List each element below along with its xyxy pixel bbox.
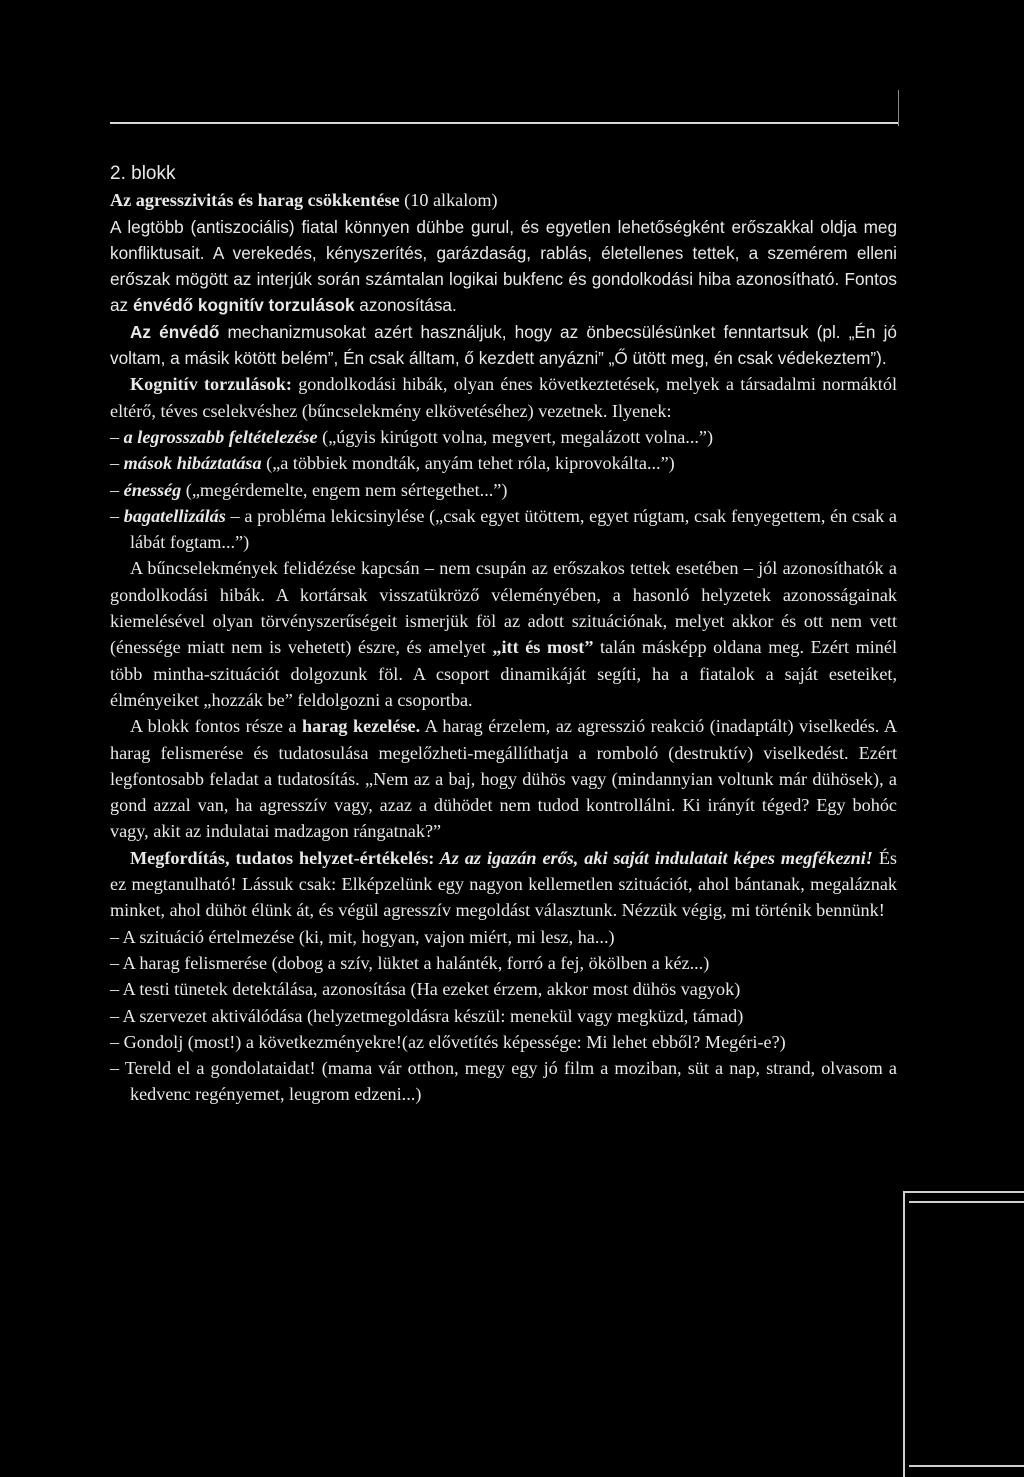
step-item: – A testi tünetek detektálása, azonosítása (Ha ezeket érzem, akkor most dühös vagyok) (110, 979, 741, 1000)
distortion-item: – mások hibáztatása („a többiek mondták, anyám tehet róla, kiprovokálta...”) (110, 453, 675, 474)
distortion-text: – a probléma lekicsinylése („csak egyet ütöttem, egyet rúgtam, csak fenyegettem, én csak a lábát fogtam...”) (130, 505, 898, 553)
distortion-text: („úgyis kirúgott volna, megvert, megalázott volna...”) (317, 426, 714, 447)
p4-text-b: talán másképp oldana meg. Ezért minél több mintha-szituációt dolgozunk föl. A csoport dinamikáját segíti, ha a fiatalok a saját eseteiket, élményeiket „hozzák be” feldolgozni a csoportba. (110, 637, 898, 710)
page-edge-box-inner (909, 1201, 1024, 1467)
p5-text-a: A blokk fontos része a (130, 716, 303, 737)
step-item: – Tereld el a gondolataidat! (mama vár otthon, megy egy jó film a moziban, süt a nap, strand, olvasom a kedvenc regényemet, leugrom edzeni...) (110, 1058, 897, 1105)
distortion-term: mások hibáztatása (123, 453, 262, 474)
header-rule-stub (898, 90, 899, 126)
p3-text: gondolkodási hibák, olyan énes következtetések, melyek a társadalmi normáktól eltérő, téves cselekvéshez (bűncselekmény elkövetéséhez) vezetnek. Ilyenek: (110, 374, 897, 421)
p2-text: mechanizmusokat azért használjuk, hogy az önbecsülésünket fenntartsuk (pl. „Én jó voltam, a másik kötött belém”, Én csak álltam, ő kezdett anyázni” „Ő ütött meg, én csak védekeztem”). (110, 321, 897, 369)
paragraph-5 (110, 713, 897, 844)
paragraph-4 (110, 555, 897, 713)
distortion-term: énesség (123, 479, 182, 500)
paragraph-2 (110, 319, 897, 372)
step-item: – Gondolj (most!) a következményekre!(az elővetítés képessége: Mi lehet ebből? Megéri-e?) (110, 1031, 786, 1052)
header-rule (110, 122, 898, 124)
p4-text-a: A bűncselekmények felidézése kapcsán – nem csupán az erőszakos tettek esetében – jól azonosíthatók a gondolkodási hibák. A kortársak visszatükröző véleményében, a hasonló helyzetek azonosságainak kiemelésével olyan törvényszerűségeit ismerjük föl az adott szituációnak, melyet akkor és ott nem vett (énessége miatt nem is vehetett) észre, és amelyet (110, 558, 897, 658)
p5-bold: harag kezelése. (302, 716, 421, 737)
paragraph-1 (110, 214, 897, 319)
section-title-bold: Az agresszivitás és harag csökkentése (110, 190, 400, 211)
p1-end: azonosítása. (354, 295, 457, 316)
p6-bold-italic: Az az igazán erős, aki saját indulatait képes megfékezni! (434, 847, 873, 868)
page-edge-box (903, 1191, 1024, 1477)
distortion-text: („a többiek mondták, anyám tehet róla, kiprovokálta...”) (261, 453, 675, 474)
p6-text: És ez megtanulható! Lássuk csak: Elképzelünk egy nagyon kellemetlen szituációt, ahol bántanak, megaláznak minket, ahol dühöt élünk át, és végül agresszív megoldást választunk. Nézzük végig, mi történik bennünk! (110, 847, 898, 921)
paragraph-3 (110, 371, 897, 424)
distortion-item: – énesség („megérdemelte, engem nem sértegethet...”) (110, 479, 508, 500)
distortion-item: – bagatellizálás – a probléma lekicsinylése („csak egyet ütöttem, egyet rúgtam, csak fenyegettem, én csak a lábát fogtam...”) (110, 505, 898, 553)
p1-bold: énvédő kognitív torzulások (132, 295, 355, 316)
section-title-rest: (10 alkalom) (399, 190, 498, 211)
p6-bold: Megfordítás, tudatos helyzet-értékelés: (130, 847, 435, 868)
p3-bold: Kognitív torzulások: (130, 374, 292, 395)
distortion-term: bagatellizálás (123, 505, 226, 526)
step-item: – A szituáció értelmezése (ki, mit, hogyan, vajon miért, mi lesz, ha...) (110, 926, 615, 947)
section-title (110, 187, 897, 213)
paragraph-6 (110, 845, 897, 924)
step-item: – A szervezet aktiválódása (helyzetmegoldásra készül: menekül vagy megküzd, támad) (110, 1005, 744, 1026)
p5-text-b: A harag érzelem, az agresszió reakció (inadaptált) viselkedés. A harag felismerése és tudatosulása megelőzheti-megállíthatja a romboló (destruktív) viselkedést. Ezért legfontosabb feladat a tudatosítás. „Nem az a baj, hogy dühös vagy (mindannyian voltunk már dühösek), a gond azzal van, ha agresszív vagy, azaz a dühödet nem tudod kontrollálni. Ki irányít téged? Egy bohóc vagy, akit az indulatai madzagon rángatnak?” (110, 716, 898, 842)
block-heading: 2. blokk (110, 163, 176, 184)
distortion-text: („megérdemelte, engem nem sértegethet...”) (181, 479, 508, 500)
p4-bold: „itt és most” (492, 637, 594, 658)
p1-text: A legtöbb (antiszociális) fiatal könnyen dühbe gurul, és egyetlen lehetőségként erőszakkal oldja meg konfliktusait. A verekedés, kényszerítés, garázdaság, rablás, életellenes tettek, a szemérem elleni erőszak mögött az interjúk során számtalan logikai bukfenc és gondolkodási hiba azonosítható. Fontos az (110, 216, 897, 316)
p2-bold: Az énvédő (130, 321, 220, 342)
page-text (110, 161, 897, 1108)
distortion-item: – a legrosszabb feltételezése („úgyis kirúgott volna, megvert, megalázott volna...”) (110, 426, 714, 447)
distortion-term: a legrosszabb feltételezése (123, 426, 318, 447)
step-item: – A harag felismerése (dobog a szív, lüktet a halánték, forró a fej, ökölben a kéz...) (110, 952, 710, 973)
